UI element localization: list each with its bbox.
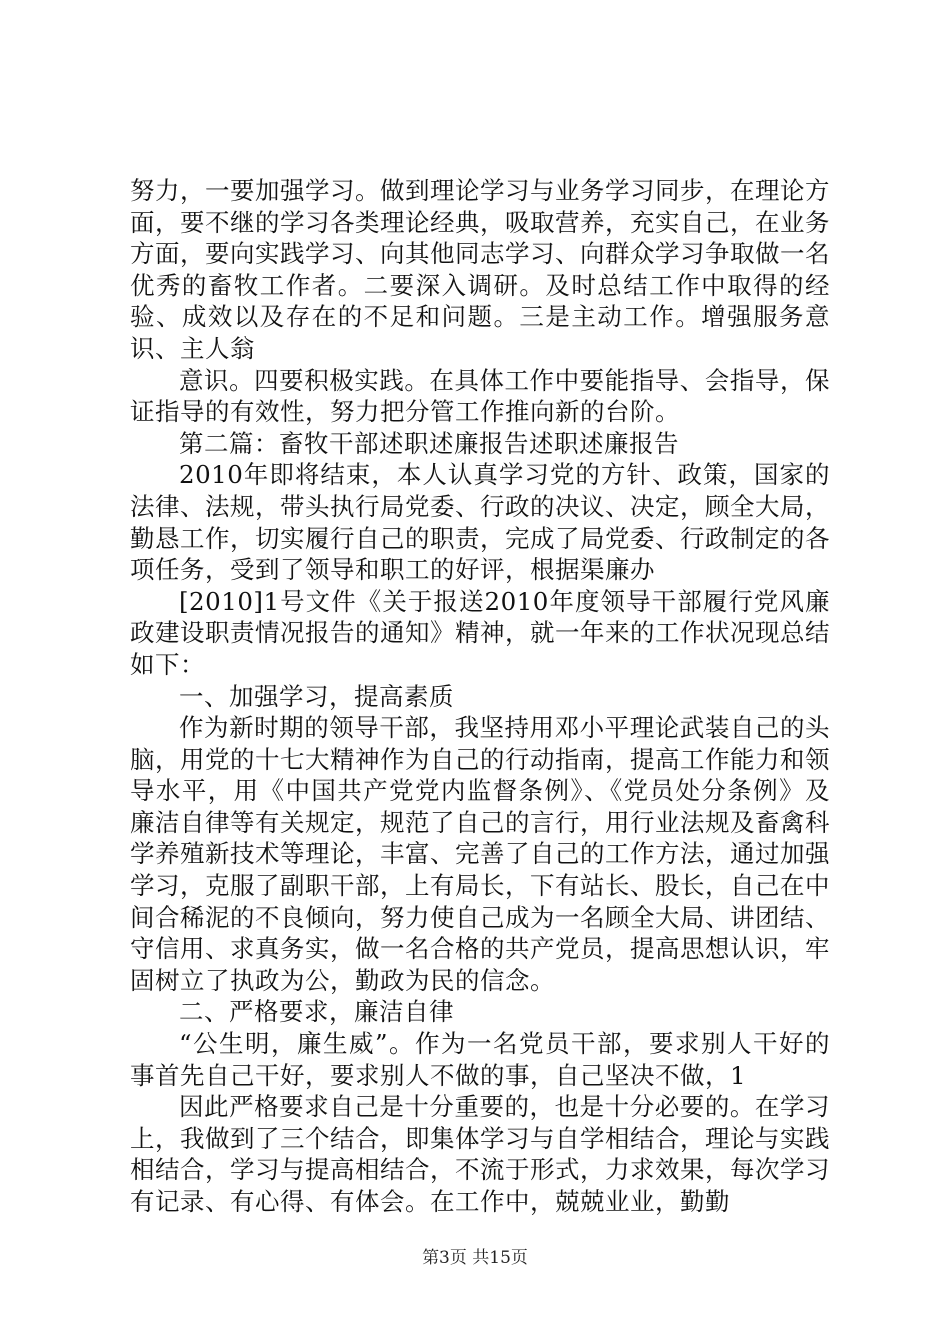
paragraph: 意识。四要积极实践。在具体工作中要能指导、会指导，保证指导的有效性，努力把分管工作推向新的台阶。	[130, 365, 830, 427]
paragraph: 2010年即将结束，本人认真学习党的方针、政策，国家的法律、法规，带头执行局党委、行政的决议、决定，顾全大局，勤恳工作，切实履行自己的职责，完成了局党委、行政制定的各项任务，受到了领导和职工的好评，根据渠廉办	[130, 460, 830, 585]
document-body	[130, 175, 830, 1218]
paragraph: 作为新时期的领导干部，我坚持用邓小平理论武装自己的头脑，用党的十七大精神作为自己的行动指南，提高工作能力和领导水平，用《中国共产党党内监督条例》、《党员处分条例》及廉洁自律等有关规定，规范了自己的言行，用行业法规及畜禽科学养殖新技术等理论，丰富、完善了自己的工作方法，通过加强学习，克服了副职干部，上有局长，下有站长、股长，自己在中间合稀泥的不良倾向，努力使自己成为一名顾全大局、讲团结、守信用、求真务实，做一名合格的共产党员，提高思想认识，牢固树立了执政为公，勤政为民的信念。	[130, 713, 830, 995]
section-heading: 第二篇：畜牧干部述职述廉报告述职述廉报告	[179, 428, 679, 458]
paragraph: [2010]1号文件《关于报送2010年度领导干部履行党风廉政建设职责情况报告的通知》精神，就一年来的工作状况现总结如下：	[130, 586, 830, 679]
page-number: 第3页 共15页	[422, 1248, 528, 1268]
paragraph: 因此严格要求自己是十分重要的，也是十分必要的。在学习上，我做到了三个结合，即集体学习与自学相结合，理论与实践相结合，学习与提高相结合，不流于形式，力求效果，每次学习有记录、有心得、有体会。在工作中，兢兢业业，勤勤	[130, 1092, 830, 1216]
subheading: 二、严格要求，廉洁自律	[179, 997, 454, 1027]
subheading: 一、加强学习，提高素质	[179, 681, 454, 711]
paragraph: 努力，一要加强学习。做到理论学习与业务学习同步，在理论方面，要不继的学习各类理论经典，吸取营养，充实自己，在业务方面，要向实践学习、向其他同志学习、向群众学习争取做一名优秀的畜牧工作者。二要深入调研。及时总结工作中取得的经验、成效以及存在的不足和问题。三是主动工作。增强服务意识、主人翁	[130, 176, 830, 363]
paragraph: “公生明，廉生威”。作为一名党员干部，要求别人干好的事首先自己干好，要求别人不做的事，自己坚决不做，1	[130, 1029, 830, 1090]
